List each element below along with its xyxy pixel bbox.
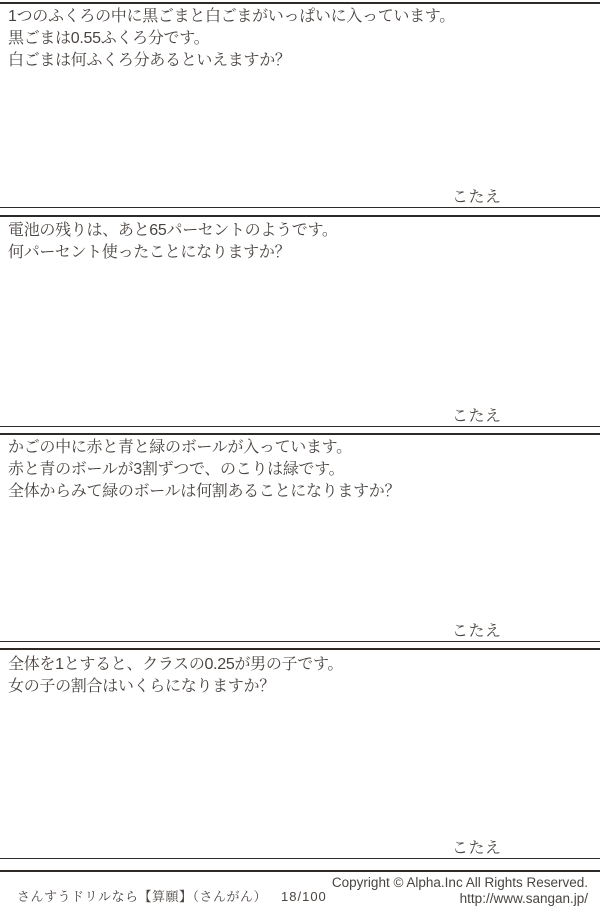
- bottom-rule: [0, 870, 600, 872]
- top-rule: [0, 2, 600, 4]
- answer-label-4: こたえ: [452, 840, 502, 857]
- answer-line-3: [0, 641, 600, 642]
- problem-1-text: [8, 6, 592, 72]
- problem-line: 女の子の割合はいくらになりますか？: [8, 678, 275, 695]
- problem-line: かごの中に赤と青と緑のボールが入っています。: [8, 439, 352, 456]
- footer-copyright-block: [332, 875, 588, 907]
- answer-line-4: [0, 858, 600, 859]
- problem-line: 何パーセント使ったことになりますか？: [8, 244, 291, 261]
- answer-label-1: こたえ: [452, 189, 502, 206]
- site-url: http://www.sangan.jp/: [459, 891, 588, 906]
- answer-label-2: こたえ: [452, 408, 502, 425]
- problem-3-text: [8, 437, 592, 503]
- answer-line-2: [0, 426, 600, 427]
- section-divider-3: [0, 648, 600, 650]
- problem-line: 白ごまは何ふくろ分あるといえますか？: [8, 52, 291, 69]
- section-divider-1: [0, 215, 600, 217]
- problem-line: 全体からみて緑のボールは何割あることになりますか？: [8, 483, 401, 500]
- problem-line: 全体を1とすると、クラスの0.25が男の子です。: [8, 656, 344, 673]
- answer-label-3: こたえ: [452, 623, 502, 640]
- problem-4-text: [8, 654, 592, 698]
- problem-line: 赤と青のボールが3割ずつで、のこりは緑です。: [8, 461, 345, 478]
- site-note-text: さんすうドリルなら【算願】（さんがん）: [17, 889, 268, 904]
- page-number: 18/100: [281, 889, 327, 904]
- section-divider-2: [0, 433, 600, 435]
- footer-site-note: [17, 889, 327, 905]
- problem-line: 黒ごまは0.55ふくろ分です。: [8, 30, 210, 47]
- problem-line: 電池の残りは、あと65パーセントのようです。: [8, 222, 338, 239]
- copyright-text: Copyright © Alpha.Inc All Rights Reserved.: [331, 875, 588, 890]
- problem-line: 1つのふくろの中に黒ごまと白ごまがいっぱいに入っています。: [8, 8, 455, 25]
- answer-line-1: [0, 207, 600, 208]
- problem-2-text: [8, 220, 592, 264]
